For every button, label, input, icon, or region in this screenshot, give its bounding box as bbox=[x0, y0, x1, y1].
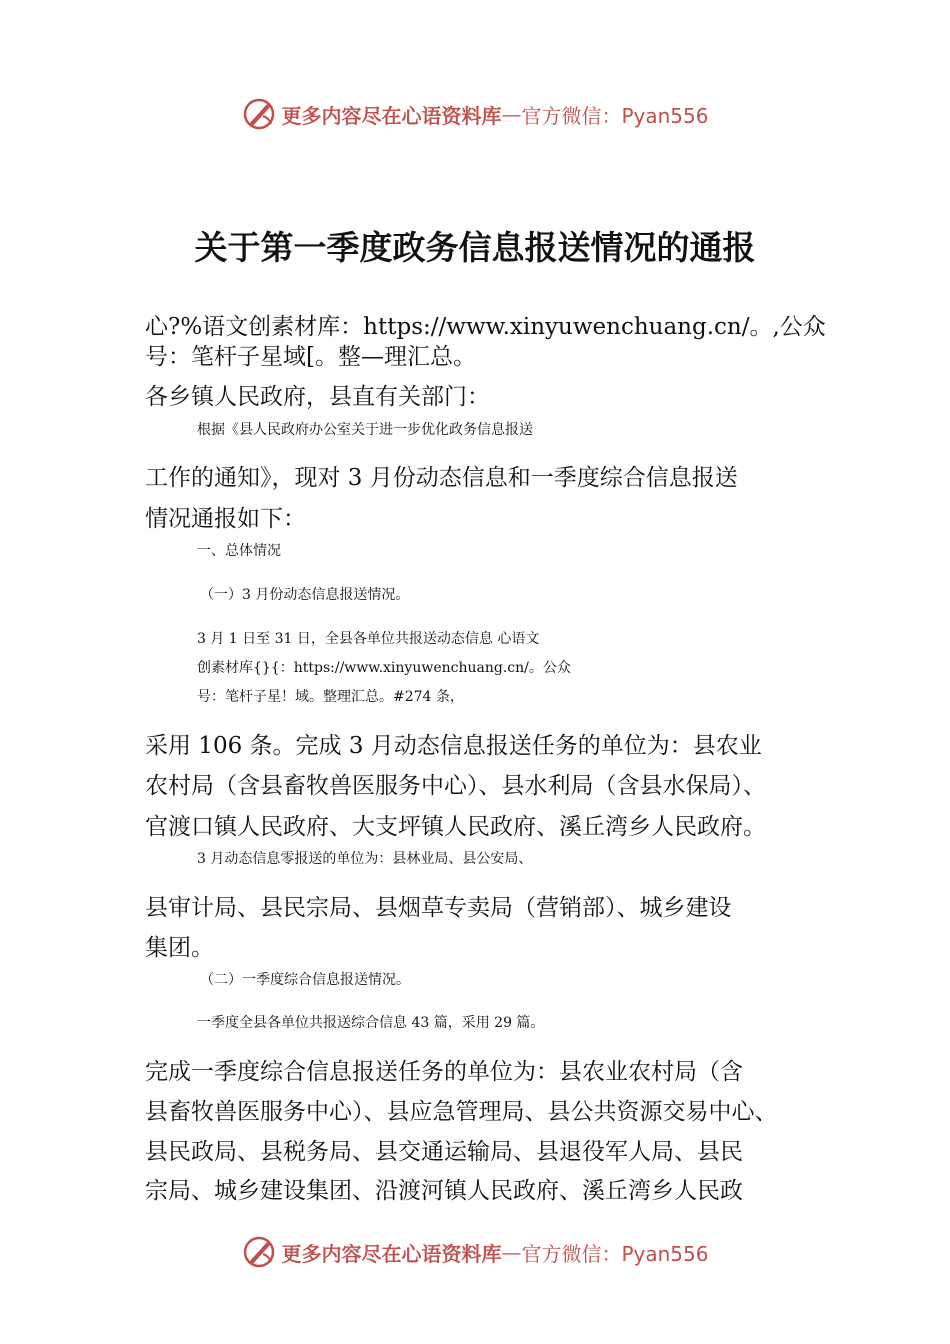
pen-seal-icon bbox=[241, 96, 277, 132]
body-line-16: 县审计局、县民宗局、县烟草专卖局（营销部）、城乡建设 bbox=[145, 895, 732, 921]
body-line-15: 3 月动态信息零报送的单位为：县林业局、县公安局、 bbox=[197, 851, 533, 867]
header-wechat-text: 官方微信：Pyan556 bbox=[521, 103, 709, 128]
footer-dash: — bbox=[501, 1240, 522, 1264]
subsection-heading-1: （一）3 月份动态信息报送情况。 bbox=[200, 587, 410, 603]
footer-brand-text: 更多内容尽在心语资料库 bbox=[281, 1241, 502, 1266]
body-line-13: 农村局（含县畜牧兽医服务中心）、县水利局（含县水保局）、 bbox=[145, 773, 766, 799]
body-line-22: 县民政局、县税务局、县交通运输局、县退役军人局、县民 bbox=[145, 1139, 743, 1165]
body-line-21: 县畜牧兽医服务中心）、县应急管理局、县公共资源交易中心、 bbox=[145, 1099, 778, 1125]
document-title: 关于第一季度政务信息报送情况的通报 bbox=[194, 228, 756, 267]
body-line-14: 官渡口镇人民政府、大支坪镇人民政府、溪丘湾乡人民政府。 bbox=[145, 814, 766, 840]
section-heading-1: 一、总体情况 bbox=[197, 543, 281, 559]
body-line-2: 号：笔杆子星域[。整—理汇总。 bbox=[145, 344, 476, 370]
body-line-19: 一季度全县各单位共报送综合信息 43 篇，采用 29 篇。 bbox=[197, 1015, 545, 1031]
body-line-9: 3 月 1 日至 31 日，全县各单位共报送动态信息 心语文 bbox=[197, 631, 540, 647]
salutation-line: 各乡镇人民政府，县直有关部门： bbox=[145, 384, 490, 410]
footer-banner bbox=[0, 1232, 950, 1272]
body-line-4: 根据《县人民政府办公室关于进一步优化政务信息报送 bbox=[197, 422, 533, 438]
body-line-5: 工作的通知》，现对 3 月份动态信息和一季度综合信息报送 bbox=[145, 465, 738, 491]
pen-seal-icon bbox=[241, 1234, 277, 1270]
subsection-heading-2: （二）一季度综合信息报送情况。 bbox=[200, 972, 410, 988]
body-line-10: 创素材库{}{：https://www.xinyuwenchuang.cn/。公众 bbox=[197, 660, 571, 676]
header-brand-text: 更多内容尽在心语资料库 bbox=[281, 103, 502, 128]
header-banner bbox=[0, 94, 950, 134]
body-line-1: 心?%语文创素材库：https://www.xinyuwenchuang.cn/。,公众 bbox=[145, 314, 826, 340]
body-line-17: 集团。 bbox=[145, 935, 214, 961]
footer-wechat-text: 官方微信：Pyan556 bbox=[521, 1241, 709, 1266]
body-line-6: 情况通报如下： bbox=[145, 506, 306, 532]
body-line-11: 号：笔杆子星！域。整理汇总。#274 条， bbox=[197, 689, 464, 705]
body-line-23: 宗局、城乡建设集团、沿渡河镇人民政府、溪丘湾乡人民政 bbox=[145, 1178, 743, 1204]
body-line-20: 完成一季度综合信息报送任务的单位为：县农业农村局（含 bbox=[145, 1059, 743, 1085]
body-line-12: 采用 106 条。完成 3 月动态信息报送任务的单位为：县农业 bbox=[145, 733, 762, 759]
header-dash: — bbox=[501, 102, 522, 126]
